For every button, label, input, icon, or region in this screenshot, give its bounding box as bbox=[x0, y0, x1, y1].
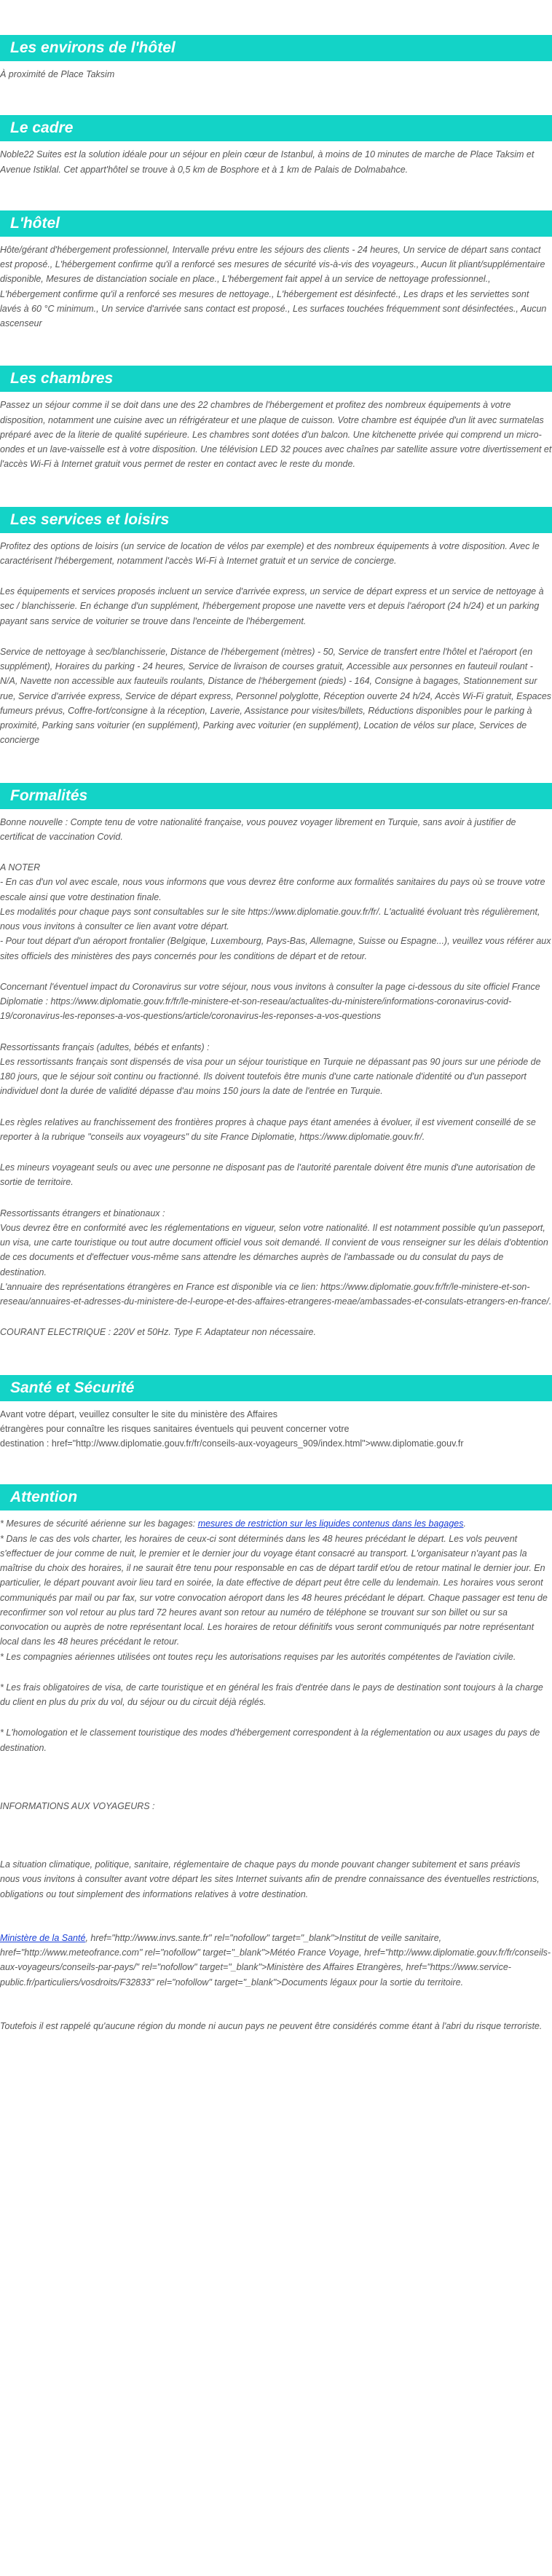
attention-homologation: * L'homologation et le classement touristique des modes d'hébergement correspondent à la réglementation ou aux usages du pays de destination. bbox=[0, 1728, 540, 1753]
formalites-etrangers-title: Ressortissants étrangers et binationaux : bbox=[0, 1208, 165, 1218]
attention-charter: * Dans le cas des vols charter, les horaires de ceux-ci sont déterminés dans les 48 heures précédant le départ. Les vols peuvent s'effectuer de jour comme de nuit, le premier et le dernier jour du voyage étant consacré au transport. L'organisateur n'ayant pas la maîtrise du choix des horaires, il ne saurait être tenu pour responsable en cas de départ tardif et/ou de retour matinal le dernier jour. En particulier, le départ pouvant avoir lieu tard en soirée, la date effective de départ peut être celle du lendemain. Les horaires vous seront communiqués par mail ou par fax, sur votre convocation aéroport dans les 48 heures précédant le départ. Chaque passager est tenu de reconfirmer son vol retour au plus tard 72 heures avant son retour au numéro de téléphone se trouvant sur son billet ou sur sa convocation ou auprès de notre représentant local. Les horaires de retour définitifs vous seront communiqués par notre représentant local dans les 48 heures précédant le retour. bbox=[0, 1533, 548, 1647]
section-content-loisirs bbox=[0, 533, 552, 748]
sante-line-2: étrangères pour connaître les risques sanitaires éventuels qui peuvent concerner votre bbox=[0, 1423, 350, 1434]
section-title-attention: Attention bbox=[0, 1484, 552, 1510]
loisirs-paragraph-1: Profitez des options de loisirs (un service de location de vélos par exemple) et des nombreux équipements à votre disposition. Avec le caractérisent l'hébergement, notamment l'accès Wi-Fi à Internet gratuit et un service de concierge. bbox=[0, 540, 540, 566]
cadre-text: Noble22 Suites est la solution idéale pour un séjour en plein cœur de Istanbul, à moins de 10 minutes de marche de Place Taksim et Avenue Istiklal. Cet appart'hôtel se trouve à 0,5 km de Bosphore et à 1 km de Palais de Dolmabahce. bbox=[0, 149, 535, 175]
section-content-sante bbox=[0, 1401, 552, 1452]
formalites-note-frontalier: - Pour tout départ d'un aéroport frontalier (Belgique, Luxembourg, Pays-Bas, Allemagne, Suisse ou Espagne...), veuillez vous référer aux sites officiels des ministères des pays concernés pour les conditions de départ et de retour. bbox=[0, 936, 551, 961]
formalites-mineurs: Les mineurs voyageant seuls ou avec une personne ne disposant pas de l'autorité parentale doivent être munis d'une autorisation de sortie de territoire. bbox=[0, 1162, 536, 1188]
attention-situation: La situation climatique, politique, sanitaire, réglementaire de chaque pays du monde pouvant changer subitement et sans préavis bbox=[0, 1859, 521, 1870]
formalites-courant: COURANT ELECTRIQUE : 220V et 50Hz. Type F. Adaptateur non nécessaire. bbox=[0, 1327, 316, 1338]
section-content-hotel bbox=[0, 237, 552, 331]
attention-bagages bbox=[0, 1516, 552, 1531]
formalites-note-modalites: Les modalités pour chaque pays sont consultables sur le site https://www.diplomatie.gouv.fr/fr/. L'actualité évoluant très régulièrement, nous vous invitons à consulter ce lien avant votre départ. bbox=[0, 906, 540, 931]
formalites-francais-text: Les ressortissants français sont dispensés de visa pour un séjour touristique en Turquie ne dépassant pas 90 jours sur une période de 180 jours, que le séjour soit continu ou fractionné. Ils doivent toutefois être munis d'une carte nationale d'identité ou d'un passeport individuel dont la durée de validité dépasse d'au moins 150 jours la date de l'entrée en Turquie. bbox=[0, 1056, 541, 1097]
hotel-text: Hôte/gérant d'hébergement professionnel, Intervalle prévu entre les séjours des clients - 24 heures, Un service de départ sans contact est proposé., L'hébergement confirme qu'il a renforcé ses mesures de sécurité vis-à-vis des voyageurs., Aucun lit pliant/supplémentaire disponible, Mesures de distanciation sociale en place., L'hébergement fait appel à un service de nettoyage professionnel., L'hébergement confirme qu'il a renforcé ses mesures de nettoyage., L'hébergement est désinfecté., Les draps et les serviettes sont lavés à 60 °C minimum., Un service d'arrivée sans contact est proposé., Les surfaces touchées fréquemment sont désinfectées., Aucun ascenseur bbox=[0, 244, 547, 328]
attention-compagnies: * Les compagnies aériennes utilisées ont toutes reçu les autorisations requises par les autorités compétentes de l'aviation civile. bbox=[0, 1651, 516, 1662]
attention-consulter: nous vous invitons à consulter avant votre départ les sites Internet suivants afin de prendre connaissance des éventuelles restrictions, obligations ou tout simplement des informations relatives à votre destination. bbox=[0, 1874, 540, 1899]
section-content-chambres bbox=[0, 392, 552, 471]
section-content-attention bbox=[0, 1510, 552, 2033]
formalites-frontieres: Les règles relatives au franchissement des frontières propres à chaque pays étant amenées à évoluer, il est vivement conseillé de se reporter à la rubrique "conseils aux voyageurs" du site France Diplomatie, https://www.diplomatie.gouv.fr/. bbox=[0, 1116, 536, 1142]
formalites-francais-title: Ressortissants français (adultes, bébés et enfants) : bbox=[0, 1041, 210, 1052]
liquides-restriction-link[interactable]: mesures de restriction sur les liquides contenus dans les bagages bbox=[197, 1519, 464, 1529]
section-title-environs: Les environs de l'hôtel bbox=[0, 35, 552, 61]
section-title-chambres: Les chambres bbox=[0, 366, 552, 392]
section-content-environs bbox=[0, 61, 552, 82]
attention-liens bbox=[0, 1931, 552, 1990]
attention-bagages-suffix: . bbox=[463, 1519, 466, 1529]
section-title-cadre: Le cadre bbox=[0, 115, 552, 141]
sante-line-1: Avant votre départ, veuillez consulter le site du ministère des Affaires bbox=[0, 1409, 277, 1419]
loisirs-paragraph-3: Service de nettoyage à sec/blanchisserie, Distance de l'hébergement (mètres) - 50, Service de transfert entre l'hôtel et l'aéroport (en supplément), Horaires du parking - 24 heures, Service de livraison de courses gratuit, Accessible aux personnes en fauteuil roulant - N/A, Navette non accessible aux fauteuils roulants, Distance de l'hébergement (pieds) - 164, Consigne à bagages, Stationnement sur rue, Service d'arrivée express, Service de départ express, Personnel polyglotte, Réception ouverte 24 h/24, Accès Wi-Fi gratuit, Espaces fumeurs prévus, Coffre-fort/consigne à la réception, Laverie, Assistance pour visites/billets, Réductions disponibles pour le parking à proximité, Parking sans voiturier (en supplément), Parking avec voiturier (en supplément), Location de vélos sur place, Services de concierge bbox=[0, 646, 552, 746]
loisirs-paragraph-2: Les équipements et services proposés incluent un service d'arrivée express, un service de départ express et un service de nettoyage à sec / blanchisserie. En échange d'un supplément, l'hébergement propose une navette vers et depuis l'aéroport (24 h/24) et un parking payant sans service de voiturier se trouve dans l'enceinte de l'hébergement. bbox=[0, 586, 544, 626]
section-content-formalites bbox=[0, 809, 552, 1340]
attention-terrorisme: Toutefois il est rappelé qu'aucune région du monde ni aucun pays ne peuvent être considérés comme étant à l'abri du risque terroriste. bbox=[0, 2020, 543, 2031]
environs-text: À proximité de Place Taksim bbox=[0, 69, 115, 79]
formalites-paragraph-1: Bonne nouvelle : Compte tenu de votre nationalité française, vous pouvez voyager librement en Turquie, sans avoir à justifier de certificat de vaccination Covid. bbox=[0, 816, 516, 842]
page bbox=[0, 35, 552, 2033]
formalites-annuaire: L'annuaire des représentations étrangères en France est disponible via ce lien: https://www.diplomatie.gouv.fr/fr/le-ministere-et-son-reseau/annuaires-et-adresses-du-ministere-de-l-europe-et-des-affaires-etrangeres-meae/ambassades-et-consulats-etrangers-en-france/. bbox=[0, 1281, 552, 1307]
section-title-loisirs: Les services et loisirs bbox=[0, 507, 552, 533]
section-content-cadre bbox=[0, 141, 552, 177]
ministere-sante-link[interactable]: Ministère de la Santé bbox=[0, 1932, 86, 1943]
formalites-coronavirus: Concernant l'éventuel impact du Coronavirus sur votre séjour, nous vous invitons à consulter la page ci-dessous du site officiel France Diplomatie : https://www.diplomatie.gouv.fr/fr/le-ministere-et-son-reseau/actualites-du-ministere/informations-coronavirus-covid-19/coronavirus-les-reponses-a-vos-questions/article/coronavirus-les-reponses-a-vos-questions bbox=[0, 981, 540, 1022]
attention-frais: * Les frais obligatoires de visa, de carte touristique et en général les frais d'entrée dans le pays de destination sont toujours à la charge du client en plus du prix du vol, du séjour ou du circuit déjà réglés. bbox=[0, 1682, 543, 1707]
attention-infos-title: INFORMATIONS AUX VOYAGEURS : bbox=[0, 1800, 155, 1811]
section-title-formalites: Formalités bbox=[0, 783, 552, 809]
attention-liens-rest: , href="http://www.invs.sante.fr" rel="nofollow" target="_blank">Institut de veille sanitaire, href="http://www.meteofrance.com" rel="nofollow" target="_blank">Météo France Voyage, href="http://www.diplomatie.gouv.fr/fr/conseils-aux-voyageurs/conseils-par-pays/" rel="nofollow" target="_blank">Ministère des Affaires Etrangères, href="https://www.service-public.fr/particuliers/vosdroits/F32833" rel="nofollow" target="_blank">Documents légaux pour la sortie du territoire. bbox=[0, 1932, 551, 1988]
formalites-note-escale: - En cas d'un vol avec escale, nous vous informons que vous devrez être conforme aux formalités sanitaires du pays où se trouve votre escale ainsi que votre destination finale. bbox=[0, 877, 545, 902]
chambres-text: Passez un séjour comme il se doit dans une des 22 chambres de l'hébergement et profitez des nombreux équipements à votre disposition, notamment une cuisine avec un réfrigérateur et une plaque de cuisson. Votre chambre est équipée d'un lit avec surmatelas préparé avec de la literie de qualité supérieure. Les chambres sont dotées d'un balcon. Une kitchenette privée qui comprend un micro-ondes et un lave-vaisselle est à votre disposition. Une télévision LED 32 pouces avec chaînes par satellite assure votre divertissement et l'accès Wi-Fi à Internet gratuit vous permet de rester en contact avec le reste du monde. bbox=[0, 400, 552, 470]
sante-line-3: destination : href="http://www.diplomatie.gouv.fr/fr/conseils-aux-voyageurs_909/index.html">www.diplomatie.gouv.fr bbox=[0, 1438, 464, 1449]
formalites-etrangers-text: Vous devrez être en conformité avec les réglementations en vigueur, selon votre nationalité. Il est notamment possible qu'un passeport, un visa, une carte touristique ou tout autre document officiel vous soit demandé. Il convient de vous renseigner sur les délais d'obtention de ces documents et d'effectuer vous-même sans attendre les démarches auprès de l'ambassade ou du consulat du pays de destination. bbox=[0, 1222, 548, 1277]
section-title-hotel: L'hôtel bbox=[0, 210, 552, 237]
attention-bagages-prefix: * Mesures de sécurité aérienne sur les bagages: bbox=[0, 1519, 198, 1529]
section-title-sante: Santé et Sécurité bbox=[0, 1375, 552, 1401]
formalites-note-title: A NOTER bbox=[0, 862, 41, 873]
